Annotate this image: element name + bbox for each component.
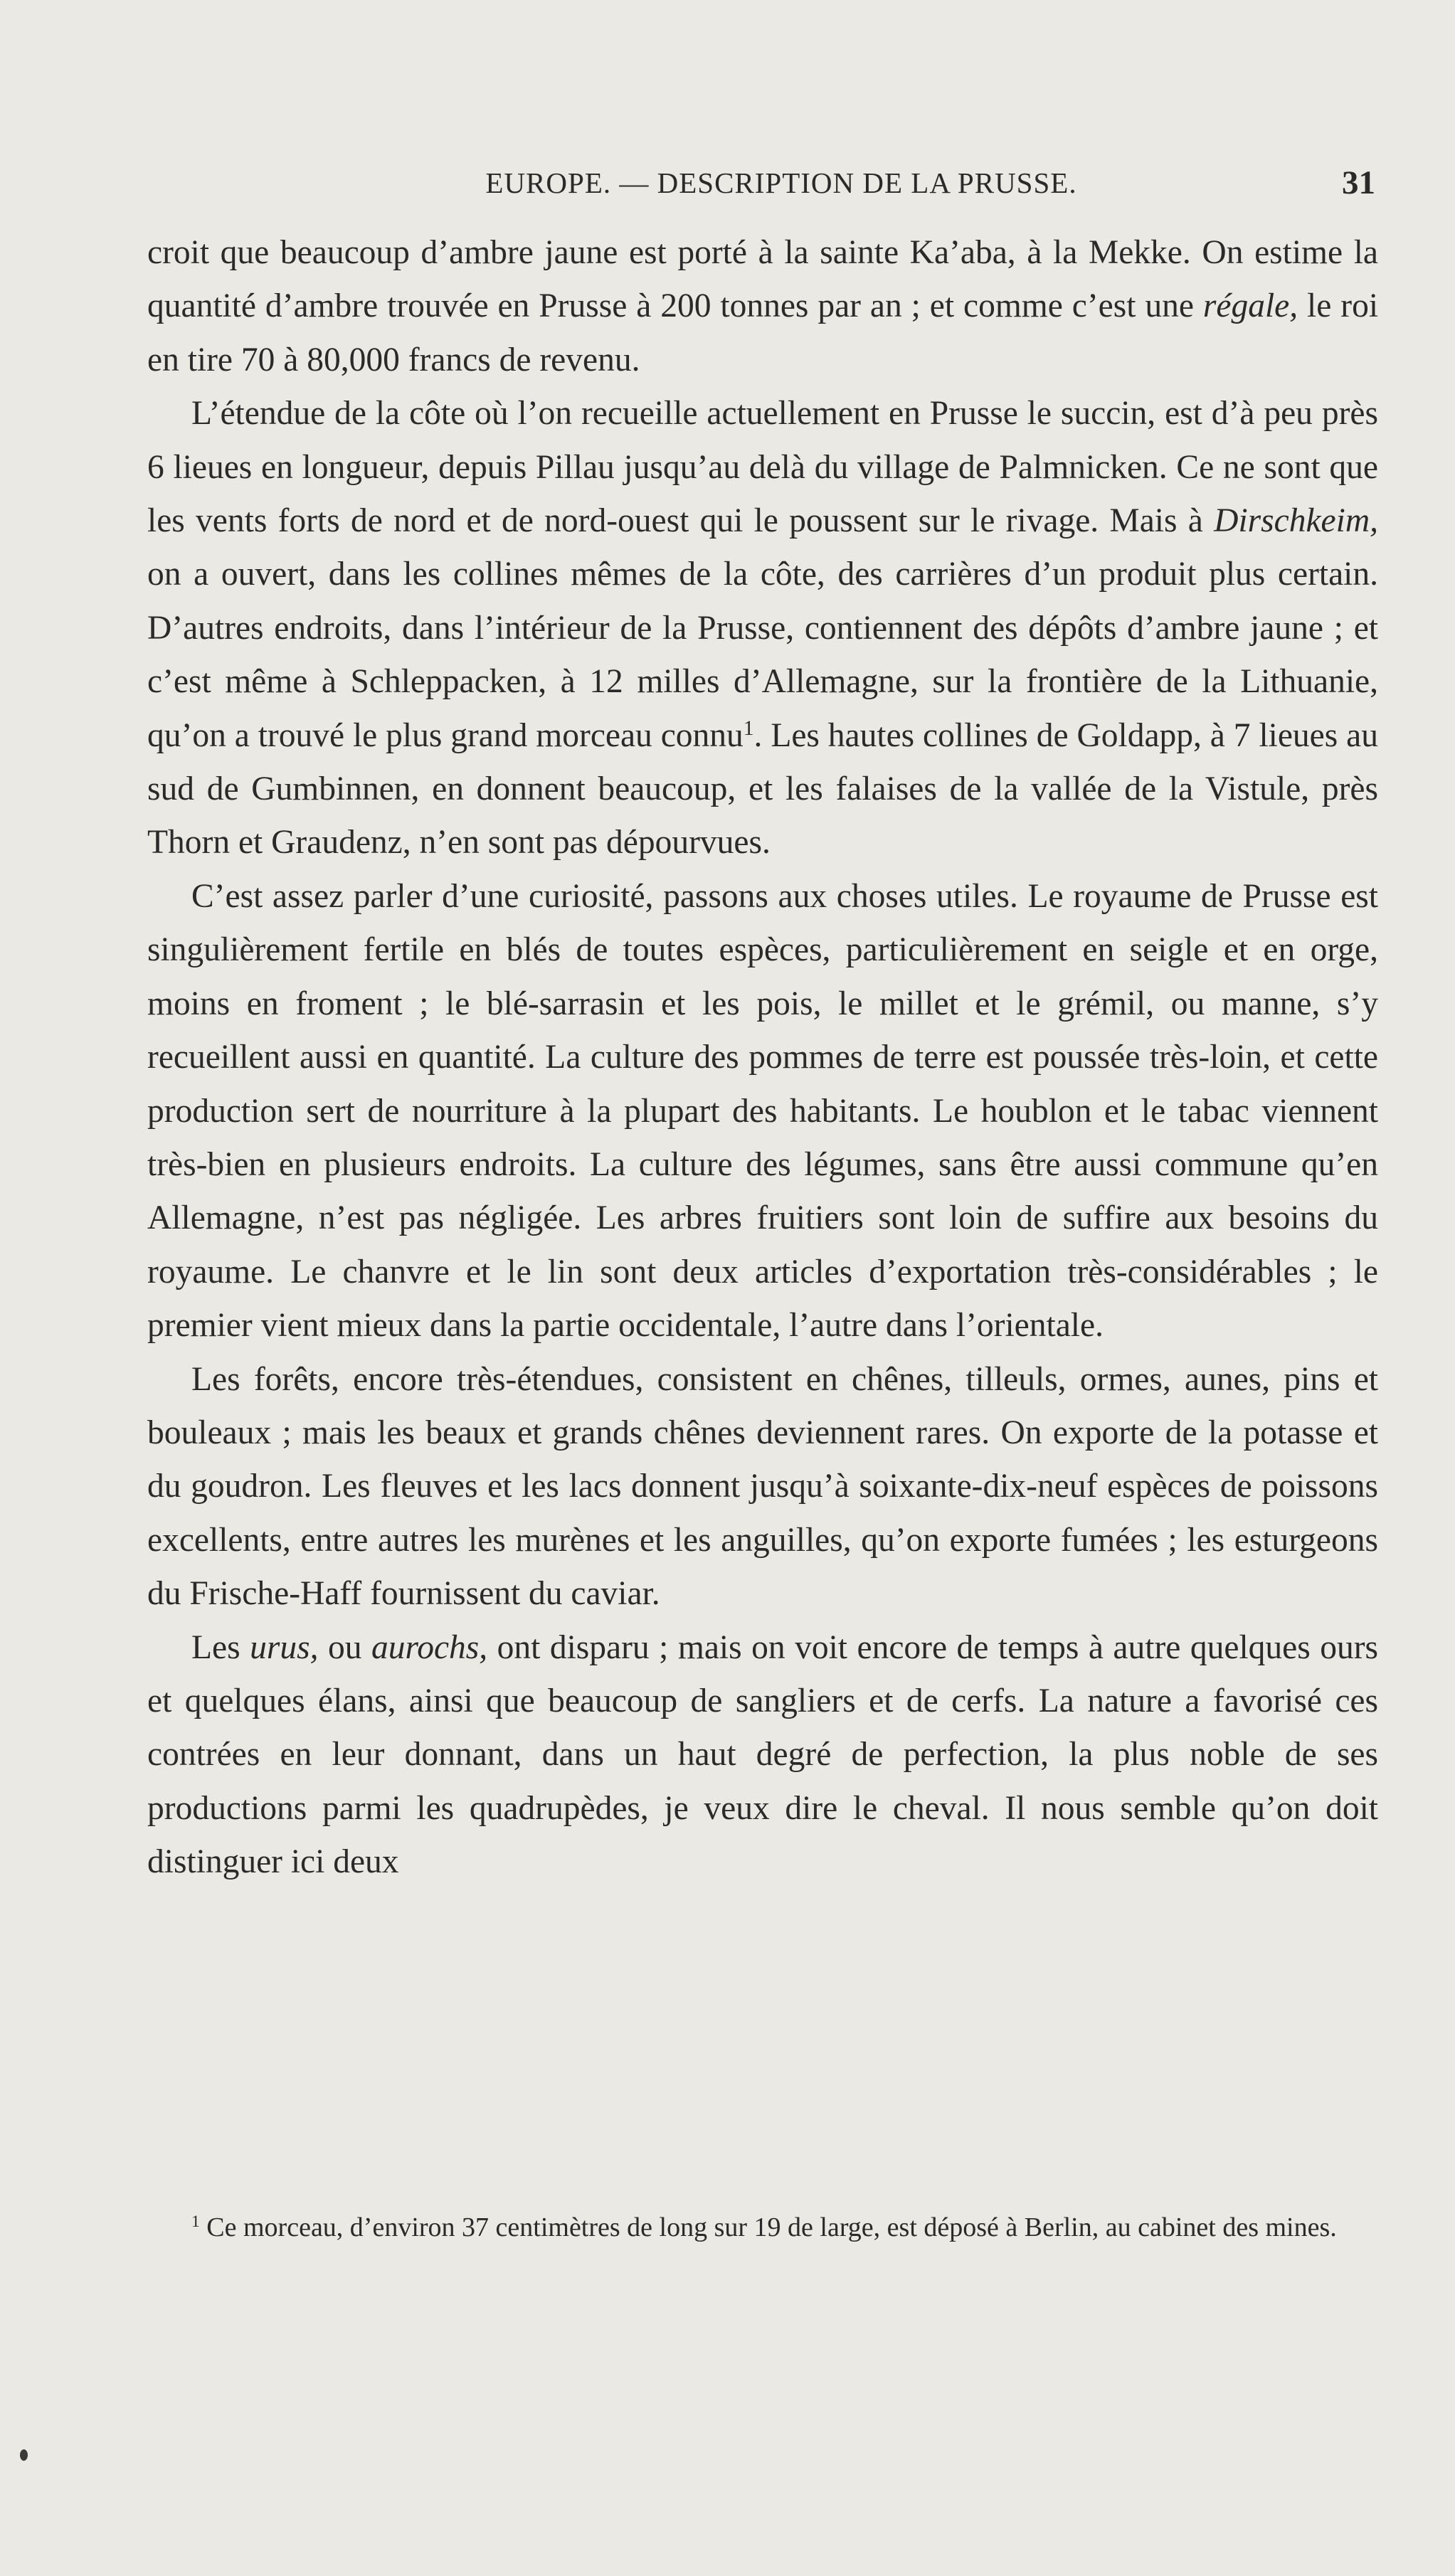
paragraph-amber-revenue	[147, 226, 1378, 387]
running-title: EUROPE. — DESCRIPTION DE LA PRUSSE.	[485, 166, 1077, 199]
page-header	[187, 158, 1375, 208]
body-text	[147, 226, 1378, 1889]
italic-term-urus: urus,	[250, 1628, 319, 1666]
footnote	[147, 2208, 1378, 2247]
paragraph-text: croit que beaucoup d’ambre jaune est porté à la sainte Ka’aba, à la Mekke. On estime la quantité d’ambre trouvée en Prusse à 200 tonnes par an ; et comme c’est une	[147, 234, 1378, 325]
footnote-reference[interactable]: 1	[743, 716, 754, 740]
italic-term-regale: régale,	[1202, 287, 1298, 325]
paragraph-text: on a ouvert, dans les collines mêmes de la côte, des carrières d’un produit plus certain. D’autres endroits, dans l’intérieur de la Prusse, contiennent des dépôts d’ambre jaune ; et c’est même à Schleppacken, à 12 milles d’Allemagne, sur la frontière de la Lithuanie, qu’on a trouvé le plus grand morceau connu	[147, 556, 1378, 754]
paragraph-amber-coast	[147, 387, 1378, 870]
paragraph-text: ou	[318, 1628, 371, 1666]
footnote-text: Ce morceau, d’environ 37 centimètres de long sur 19 de large, est déposé à Berlin, au cabinet des mines.	[199, 2212, 1337, 2242]
footnote-text-block	[147, 2208, 1378, 2247]
paragraph-text: L’étendue de la côte où l’on recueille actuellement en Prusse le succin, est d’à peu près 6 lieues en longueur, depuis Pillau jusqu’au delà du village de Palmnicken. Ce ne sont que les vents forts de nord et de nord-ouest qui le poussent sur le rivage. Mais à	[147, 395, 1378, 540]
paragraph-wildlife-horses	[147, 1621, 1378, 1889]
page-number: 31	[1342, 164, 1375, 201]
paragraph-text: . Les hautes collines de Goldapp, à 7 lieues au sud de Gumbinnen, en donnent beaucoup, et les falaises de la vallée de la Vistule, près Thorn et Graudenz, n’en sont pas dépourvues.	[147, 716, 1378, 862]
paragraph-text: Les	[191, 1628, 250, 1666]
ink-speck	[20, 2449, 28, 2461]
italic-term-aurochs: aurochs,	[371, 1628, 488, 1666]
paragraph-text: ont disparu ; mais on voit encore de temps à autre quelques ours et quelques élans, ainsi que beaucoup de sangliers et de cerfs. La nature a favorisé ces contrées en leur donnant, dans un haut degré de perfection, la plus noble de ses productions parmi les quadrupèdes, je veux dire le cheval. Il nous semble qu’on doit distinguer ici deux	[147, 1628, 1379, 1881]
italic-place-dirschkeim: Dirschkeim,	[1214, 502, 1378, 540]
paragraph-agriculture: C’est assez parler d’une curiosité, passons aux choses utiles. Le royaume de Prusse est singulièrement fertile en blés de toutes espèces, particulièrement en seigle et en orge, moins en froment ; le blé-sarrasin et les pois, le millet et le grémil, ou manne, s’y recueillent aussi en quantité. La culture des pommes de terre est poussée très-loin, et cette production sert de nourriture à la plupart des habitants. Le houblon et le tabac viennent très-bien en plusieurs endroits. La culture des légumes, sans être aussi commune qu’en Allemagne, n’est pas négligée. Les arbres fruitiers sont loin de suffire aux besoins du royaume. Le chanvre et le lin sont deux articles d’exportation très-considérables ; le premier vient mieux dans la partie occidentale, l’autre dans l’orientale.	[147, 877, 1378, 1345]
paragraph-forests-fish: Les forêts, encore très-étendues, consistent en chênes, tilleuls, ormes, aunes, pins et bouleaux ; mais les beaux et grands chênes deviennent rares. On exporte de la potasse et du goudron. Les fleuves et les lacs donnent jusqu’à soixante-dix-neuf espèces de poissons excellents, entre autres les murènes et les anguilles, qu’on exporte fumées ; les esturgeons du Frische-Haff fournissent du caviar.	[147, 1360, 1378, 1613]
paragraph-text: le roi en tire 70 à 80,000 francs de revenu.	[147, 287, 1379, 378]
footnote-marker: 1	[191, 2212, 200, 2232]
